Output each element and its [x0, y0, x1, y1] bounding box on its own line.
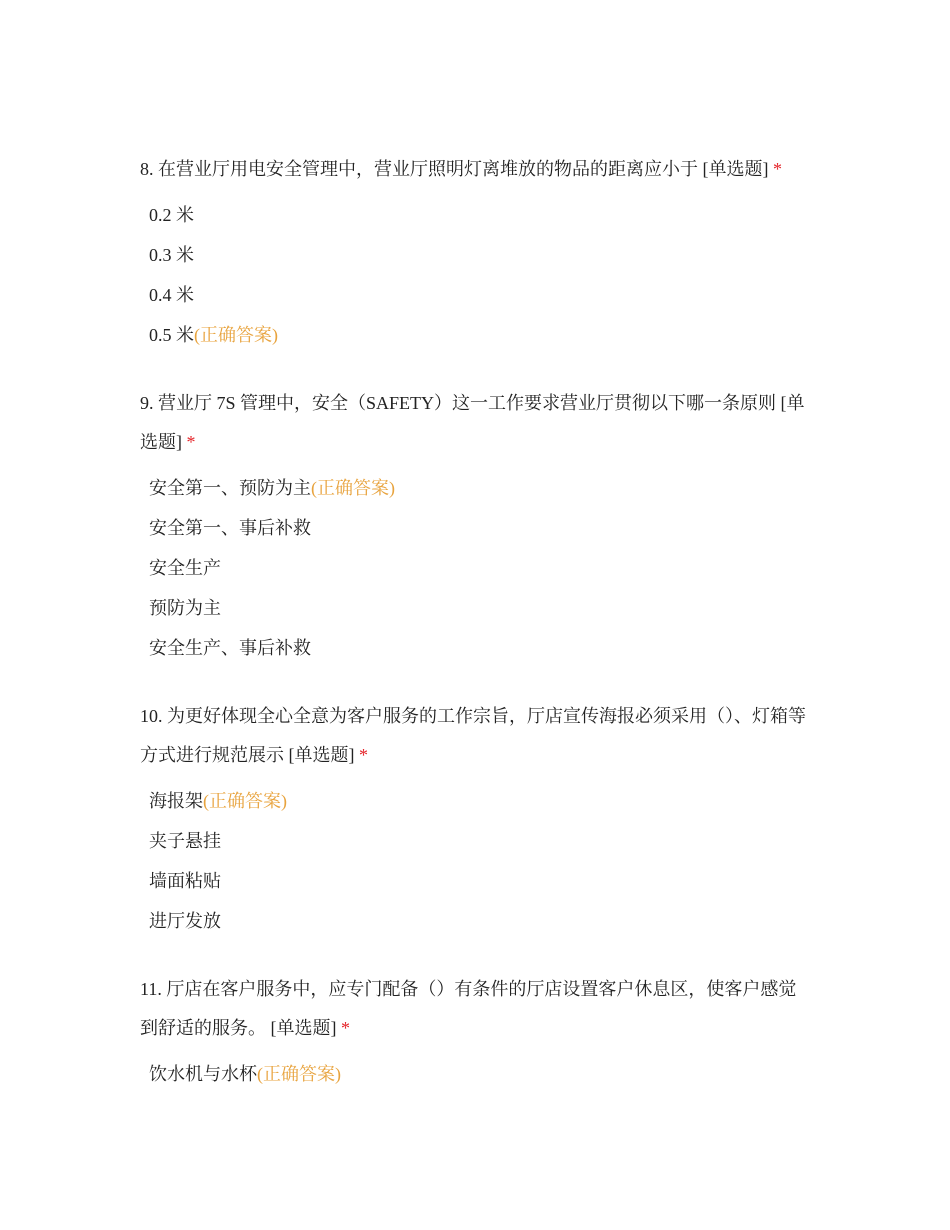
option[interactable]: [140, 315, 810, 355]
option-label: 进厅发放: [149, 911, 221, 931]
option-label: 饮水机与水杯: [149, 1064, 257, 1084]
option-label: 墙面粘贴: [149, 871, 221, 891]
option[interactable]: [140, 195, 810, 235]
question-9: [140, 384, 810, 668]
option-label: 0.3 米: [149, 245, 194, 265]
required-mark: *: [341, 1018, 350, 1038]
question-text: 9. 营业厅 7S 管理中，安全（SAFETY）这一工作要求营业厅贯彻以下哪一条原则 [单选题]: [140, 393, 805, 452]
question-text: 11. 厅店在客户服务中，应专门配备（）有条件的厅店设置客户休息区，使客户感觉到舒适的服务。 [单选题]: [140, 979, 797, 1038]
option[interactable]: [140, 861, 810, 901]
question-title: [140, 384, 810, 462]
option-label: 安全第一、事后补救: [149, 518, 311, 538]
required-mark: *: [773, 159, 782, 179]
option-label: 安全生产、事后补救: [149, 638, 311, 658]
option[interactable]: [140, 781, 810, 821]
required-mark: *: [359, 745, 368, 765]
option-label: 0.4 米: [149, 285, 194, 305]
option-label: 预防为主: [149, 598, 221, 618]
option-label: 海报架: [149, 791, 203, 811]
option[interactable]: [140, 235, 810, 275]
option-label: 安全第一、预防为主: [149, 478, 311, 498]
option[interactable]: [140, 1054, 810, 1094]
correct-answer-tag: (正确答案): [203, 791, 287, 811]
option[interactable]: [140, 821, 810, 861]
question-title: [140, 697, 810, 775]
option-label: 安全生产: [149, 558, 221, 578]
question-text: 10. 为更好体现全心全意为客户服务的工作宗旨，厅店宣传海报必须采用（）、灯箱等方式进行规范展示 [单选题]: [140, 706, 806, 765]
correct-answer-tag: (正确答案): [311, 478, 395, 498]
question-11: [140, 970, 810, 1094]
option[interactable]: [140, 588, 810, 628]
question-title: [140, 150, 810, 189]
option-label: 0.2 米: [149, 205, 194, 225]
questionnaire: [140, 150, 810, 1123]
required-mark: *: [186, 432, 196, 452]
option-label: 0.5 米: [149, 325, 194, 345]
option-label: 夹子悬挂: [149, 831, 221, 851]
option[interactable]: [140, 275, 810, 315]
question-10: [140, 697, 810, 941]
option[interactable]: [140, 548, 810, 588]
option[interactable]: [140, 468, 810, 508]
question-title: [140, 970, 810, 1048]
question-text: 8. 在营业厅用电安全管理中，营业厅照明灯离堆放的物品的距离应小于 [单选题]: [140, 159, 769, 179]
correct-answer-tag: (正确答案): [257, 1064, 341, 1084]
option[interactable]: [140, 628, 810, 668]
option[interactable]: [140, 508, 810, 548]
question-8: [140, 150, 810, 355]
option[interactable]: [140, 901, 810, 941]
correct-answer-tag: (正确答案): [194, 325, 278, 345]
